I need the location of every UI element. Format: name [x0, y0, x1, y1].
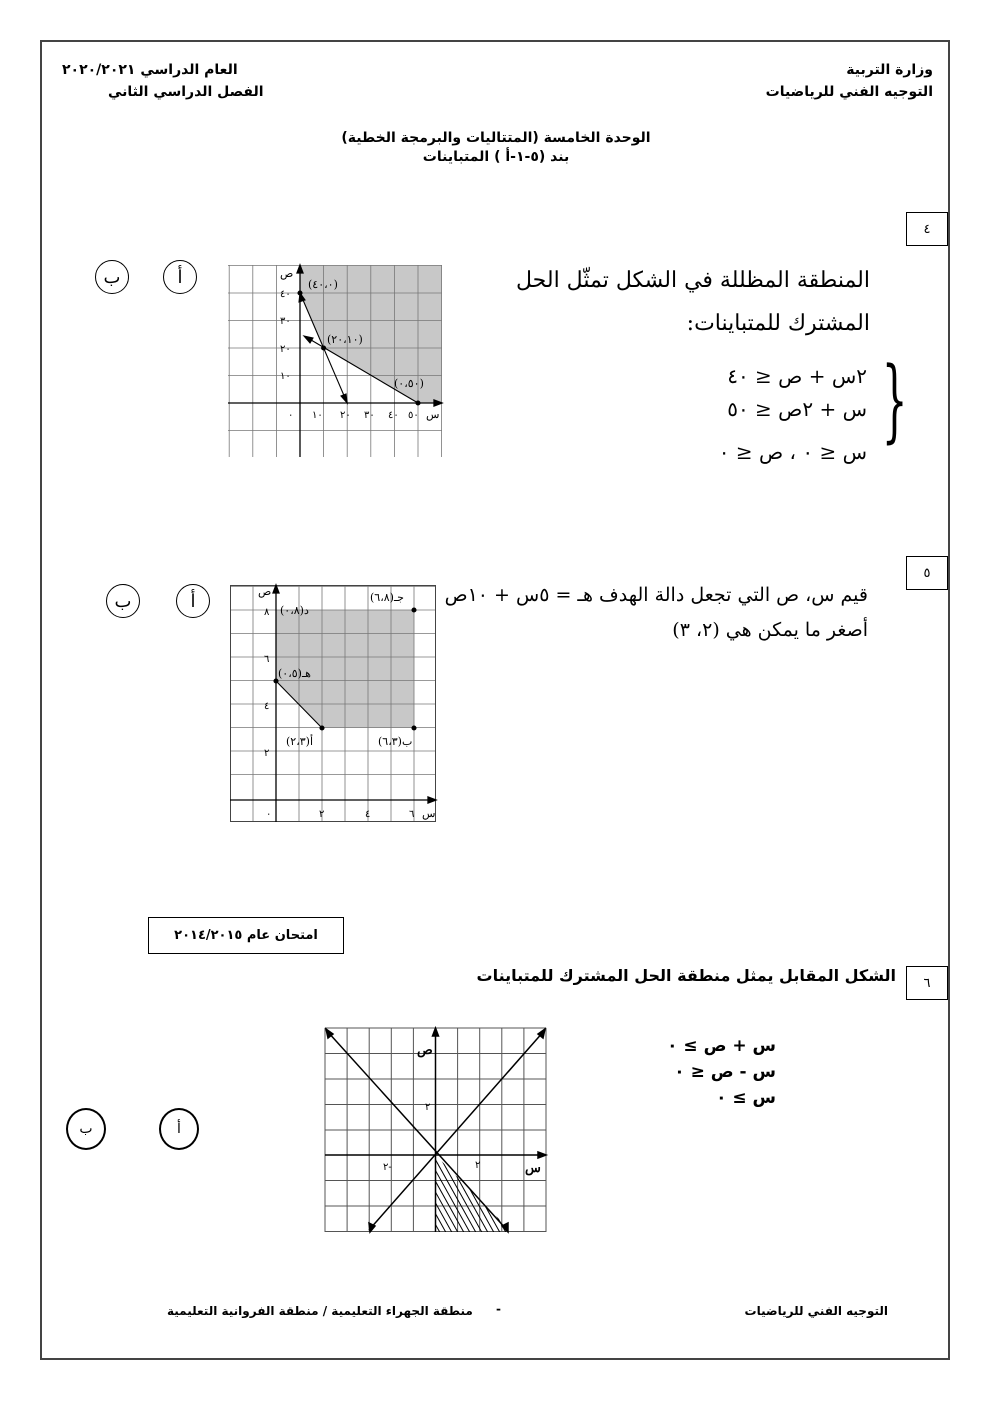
point-label: (٠،٥٠) [394, 377, 424, 390]
semester: الفصل الدراسي الثاني [108, 84, 264, 100]
x-tick: ٣٠ [364, 410, 375, 421]
x-tick: ١٠ [312, 410, 323, 421]
y-axis-label: ص [258, 585, 272, 598]
exam-year-label: امتحان عام ٢٠١٤/٢٠١٥ [148, 917, 344, 954]
x-tick: ٥٠ [408, 410, 419, 421]
x-tick: ٢٠ [340, 410, 351, 421]
x-tick: ٠ [266, 809, 272, 820]
question-4-line-2: المشترك للمتباينات: [686, 311, 870, 336]
x-tick: ٦ [409, 809, 415, 820]
x-tick: ٤٠ [388, 410, 399, 421]
footer-department: التوجيه الفني للرياضيات [744, 1304, 888, 1318]
question-4-line-1: المنطقة المظللة في الشكل تمثّل الحل [516, 268, 870, 293]
question-6-inequality-3: س ≥ ٠ [716, 1088, 776, 1108]
academic-year: العام الدراسي ٢٠٢٠/٢٠٢١ [62, 62, 238, 78]
graph-question-6 [325, 1028, 546, 1232]
x-tick: ٢- [383, 1162, 392, 1173]
ministry-name: وزارة التربية [846, 62, 933, 78]
point-label: جـ(٦،٨) [370, 591, 404, 604]
y-tick: ٤ [264, 701, 270, 712]
question-4-inequality-3: س ≤ ٠ ، ص ≤ ٠ [718, 440, 867, 464]
point-label: أ(٢،٣) [286, 735, 314, 748]
x-tick: ٢ [319, 809, 325, 820]
y-tick: ٢ [264, 748, 270, 759]
point-label: د(٠،٨) [280, 604, 309, 617]
x-tick: ٠ [288, 410, 294, 421]
option-a[interactable]: أ [163, 260, 197, 294]
y-tick: ٢٠ [280, 344, 291, 355]
unit-title: الوحدة الخامسة (المتتاليات والبرمجة الخطية) [341, 130, 651, 146]
x-tick: ٤ [365, 809, 371, 820]
question-number-6: ٦ [906, 966, 948, 1000]
option-b[interactable]: ب [66, 1108, 106, 1150]
y-tick: ٢ [425, 1102, 431, 1113]
option-a[interactable]: أ [176, 584, 210, 618]
question-5-line-2: أصغر ما يمكن هي (٢، ٣) [672, 619, 868, 641]
question-number-5: ٥ [906, 556, 948, 590]
graph-question-5 [230, 585, 436, 822]
point-label: ب(٦،٣) [378, 735, 413, 748]
question-4-inequality-2: س + ٢ص ≤ ٥٠ [727, 397, 867, 421]
y-axis-label: ص [417, 1043, 433, 1058]
hatched-region [393, 1148, 509, 1238]
option-b[interactable]: ب [95, 260, 129, 294]
section-title: بند (٥-١-أ ) المتباينات [422, 149, 570, 165]
point-label: (٢٠،١٠) [327, 333, 363, 346]
x-axis-label: س [426, 408, 440, 421]
question-5-line-1: قيم س، ص التي تجعل دالة الهدف هـ = ٥س + ١٠ص [444, 584, 868, 606]
option-a[interactable]: أ [159, 1108, 199, 1150]
brace: } [881, 348, 908, 453]
x-axis-label: س [525, 1161, 541, 1176]
y-tick: ٣٠ [280, 316, 291, 327]
point-label: (٤٠،٠) [308, 278, 338, 291]
y-tick: ٦ [264, 654, 270, 665]
question-4-inequality-1: ٢س + ص ≤ ٤٠ [727, 364, 867, 388]
question-6-text: الشكل المقابل يمثل منطقة الحل المشترك للمتباينات [476, 966, 896, 985]
footer-separator: - [496, 1302, 501, 1316]
question-number-4: ٤ [906, 212, 948, 246]
question-6-inequality-1: س + ص ≥ ٠ [667, 1036, 776, 1056]
option-b[interactable]: ب [106, 584, 140, 618]
y-tick: ٨ [264, 607, 270, 618]
department-name: التوجيه الفني للرياضيات [765, 84, 933, 100]
footer-regions: منطقة الجهراء التعليمية / منطقة الفروانية التعليمية [167, 1304, 473, 1318]
question-6-inequality-2: س - ص ≤ ٠ [674, 1062, 776, 1082]
y-tick: ١٠ [280, 371, 291, 382]
y-tick: ٤٠ [280, 289, 291, 300]
y-axis-label: ص [280, 267, 294, 280]
x-axis-label: س [422, 807, 436, 820]
point-label: هـ(٠،٥) [278, 667, 311, 680]
graph-question-4 [228, 265, 442, 457]
x-tick: ٢ [475, 1160, 481, 1171]
